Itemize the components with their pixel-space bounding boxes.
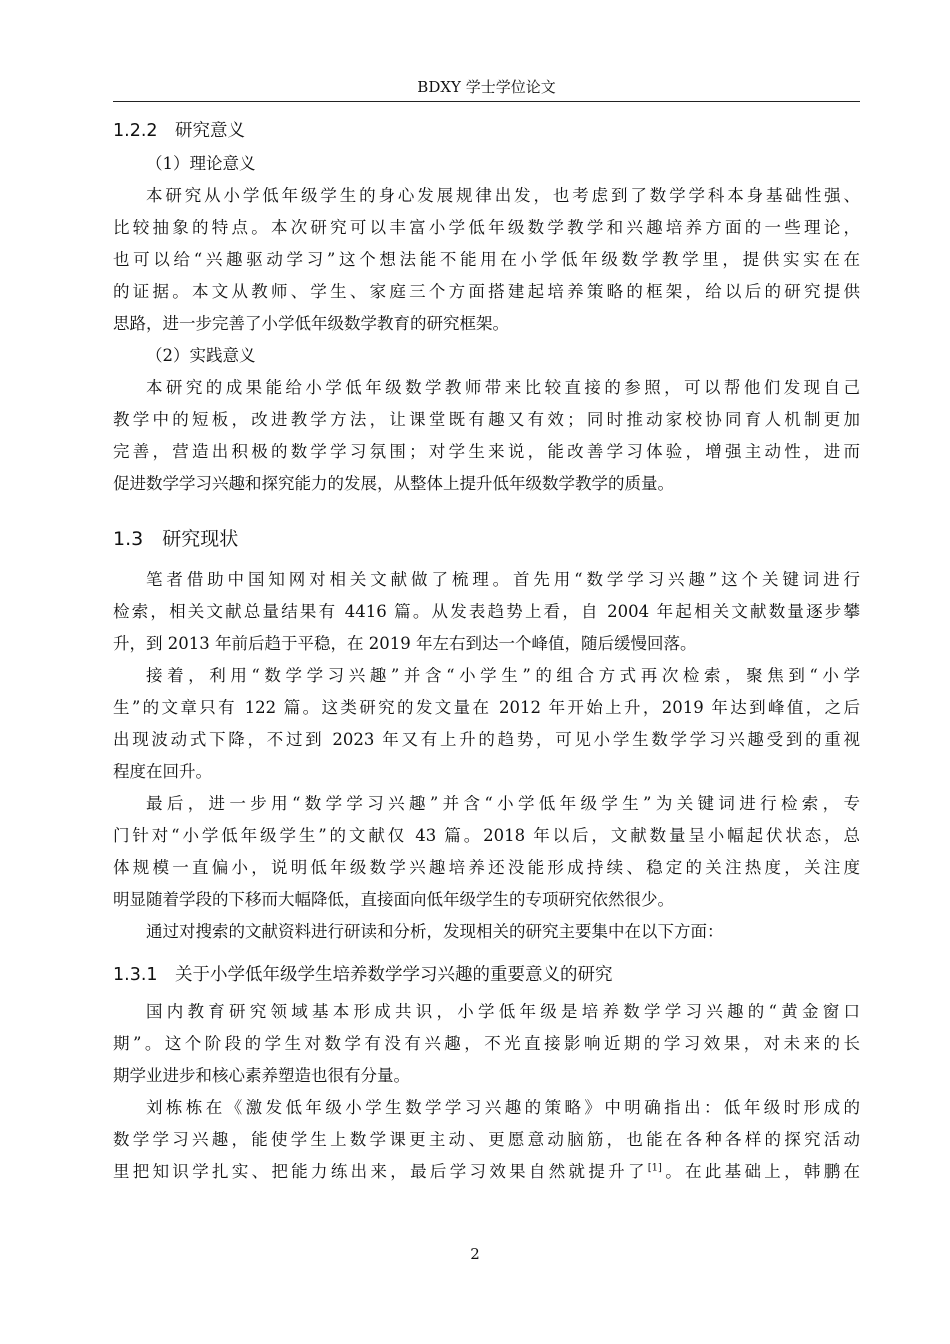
- text-line: 完善，营造出积极的数学学习氛围；对学生来说，能改善学习体验，增强主动性，进而: [113, 442, 860, 461]
- section-heading-1-2-2: 1.2.2 研究意义: [113, 121, 246, 141]
- paragraph-lower-grades: [113, 788, 860, 916]
- citation-marker[interactable]: [1]: [647, 1162, 662, 1174]
- text-line: 刘栋栋在《激发低年级小学生数学学习兴趣的策略》中明确指出：低年级时形成的: [146, 1098, 860, 1117]
- text-run: 。在此基础上，韩鹏在: [661, 1162, 861, 1181]
- text-line: 教学中的短板，改进教学方法，让课堂既有趣又有效；同时推动家校协同育人机制更加: [113, 410, 860, 429]
- paragraph-primary-students: [113, 660, 860, 788]
- text-line: 体规模一直偏小，说明低年级数学兴趣培养还没能形成持续、稳定的关注热度，关注度: [113, 858, 860, 877]
- text-line: 国内教育研究领域基本形成共识，小学低年级是培养数学学习兴趣的“黄金窗口: [146, 1002, 860, 1021]
- page-body: [113, 114, 860, 1188]
- text-line: [113, 1156, 860, 1188]
- text-line: 也可以给“兴趣驱动学习”这个想法能不能用在小学低年级数学教学里，提供实实在在: [113, 250, 860, 269]
- paragraph-consensus: [113, 996, 860, 1092]
- text-line: 促进数学学习兴趣和探究能力的发展，从整体上提升低年级数学教学的质量。: [113, 474, 674, 493]
- text-line: 的证据。本文从教师、学生、家庭三个方面搭建起培养策略的框架，给以后的研究提供: [113, 282, 860, 301]
- section-heading-1-3-1: 1.3.1 关于小学低年级学生培养数学学习兴趣的重要意义的研究: [113, 965, 613, 985]
- text-line: 思路，进一步完善了小学低年级数学教育的研究框架。: [113, 314, 509, 333]
- text-line: 最后，进一步用“数学学习兴趣”并含“小学低年级学生”为关键词进行检索，专: [146, 794, 860, 813]
- text-line: 期学业进步和核心素养塑造也很有分量。: [113, 1066, 410, 1085]
- running-header: BDXY 学士学位论文: [417, 78, 556, 96]
- subheading-theoretical: （1）理论意义: [146, 154, 256, 173]
- section-heading-1-3: 1.3 研究现状: [113, 528, 239, 550]
- text-line: 程度在回升。: [113, 762, 212, 781]
- subheading-practical: （2）实践意义: [146, 346, 256, 365]
- text-line: 数学学习兴趣，能使学生上数学课更主动、更愿意动脑筋，也能在各种各样的探究活动: [113, 1130, 860, 1149]
- text-line: 明显随着学段的下移而大幅降低，直接面向低年级学生的专项研究依然很少。: [113, 890, 674, 909]
- paragraph-cnki-overview: [113, 564, 860, 660]
- text-line: 笔者借助中国知网对相关文献做了梳理。首先用“数学学习兴趣”这个关键词进行: [146, 570, 860, 589]
- paragraph-summary: [113, 916, 860, 948]
- text-run: 里把知识学扎实、把能力练出来，最后学习效果自然就提升了: [113, 1162, 648, 1181]
- paragraph-practical: [113, 372, 860, 500]
- page-number: 2: [470, 1245, 480, 1263]
- header-rule: [113, 101, 860, 102]
- text-line: 出现波动式下降，不过到 2023 年又有上升的趋势，可见小学生数学学习兴趣受到的重视: [113, 730, 860, 749]
- text-line: 升，到 2013 年前后趋于平稳，在 2019 年左右到达一个峰值，随后缓慢回落。: [113, 634, 697, 653]
- paragraph-liu-dongdong: [113, 1092, 860, 1188]
- text-line: 检索，相关文献总量结果有 4416 篇。从发表趋势上看，自 2004 年起相关文献数量逐步攀: [113, 602, 860, 621]
- text-line: 期”。这个阶段的学生对数学有没有兴趣，不光直接影响近期的学习效果，对未来的长: [113, 1034, 860, 1053]
- text-line: 接着，利用“数学学习兴趣”并含“小学生”的组合方式再次检索，聚焦到“小学: [146, 666, 860, 685]
- text-line: 门针对“小学低年级学生”的文献仅 43 篇。2018 年以后，文献数量呈小幅起伏状态，总: [113, 826, 860, 845]
- text-line: 生”的文章只有 122 篇。这类研究的发文量在 2012 年开始上升，2019 年达到峰值，之后: [113, 698, 860, 717]
- text-line: 本研究的成果能给小学低年级数学教师带来比较直接的参照，可以帮他们发现自己: [146, 378, 860, 397]
- text-line: 比较抽象的特点。本次研究可以丰富小学低年级数学教学和兴趣培养方面的一些理论，: [113, 218, 860, 237]
- text-line: 通过对搜索的文献资料进行研读和分析，发现相关的研究主要集中在以下方面：: [146, 922, 724, 941]
- text-line: 本研究从小学低年级学生的身心发展规律出发，也考虑到了数学学科本身基础性强、: [146, 186, 860, 205]
- paragraph-theoretical: [113, 180, 860, 340]
